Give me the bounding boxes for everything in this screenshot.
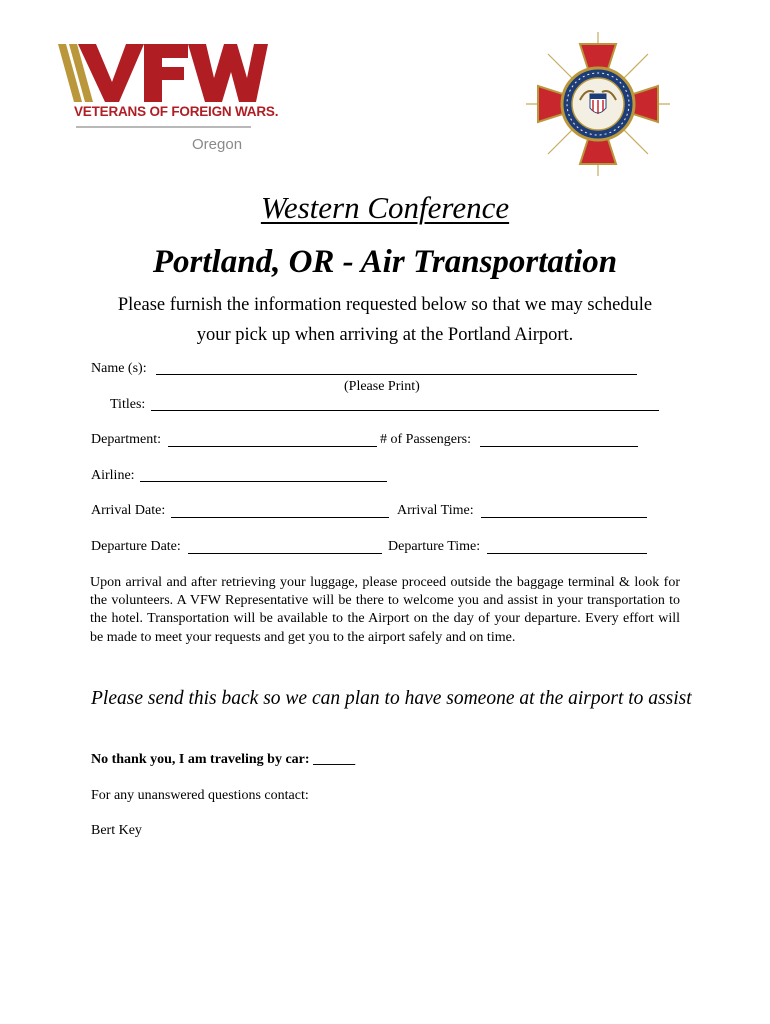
departure-time-field[interactable] <box>487 553 647 554</box>
titles-label: Titles: <box>110 397 146 412</box>
logo-subtitle: VETERANS OF FOREIGN WARS. <box>74 104 279 119</box>
return-request-text: Please send this back so we can plan to have someone at the airport to assist <box>91 688 692 709</box>
arrival-time-label: Arrival Time: <box>397 503 474 518</box>
name-field[interactable] <box>156 374 637 375</box>
airline-field[interactable] <box>140 481 387 482</box>
instructions-paragraph: Upon arrival and after retrieving your luggage, please proceed outside the baggage terminal & look for the volunteers. A VFW Representative will be there to welcome you and assist in your transportation to the hotel. Transportation will be available to the Airport on the day of your departure. Every effort will be made to meet your requests and get you to the airport safely and on time. <box>90 575 680 645</box>
vfw-auxiliary-emblem <box>524 30 672 178</box>
intro-line-1: Please furnish the information requested below so that we may schedule <box>117 295 653 315</box>
intro-line-2: your pick up when arriving at the Portland Airport. <box>196 325 574 345</box>
contact-label: For any unanswered questions contact: <box>91 788 309 803</box>
arrival-time-field[interactable] <box>481 517 647 518</box>
passengers-field[interactable] <box>480 446 638 447</box>
airline-label: Airline: <box>91 468 135 483</box>
department-field[interactable] <box>168 446 377 447</box>
intro-text <box>0 290 770 350</box>
arrival-date-label: Arrival Date: <box>91 503 166 518</box>
logo-state: Oregon <box>192 136 243 153</box>
page-subtitle: Portland, OR - Air Transportation <box>152 244 618 280</box>
car-option-label: No thank you, I am traveling by car: <box>91 752 310 767</box>
departure-date-label: Departure Date: <box>91 539 181 554</box>
logo-divider <box>76 126 251 128</box>
titles-field[interactable] <box>151 410 659 411</box>
name-hint: (Please Print) <box>344 379 420 394</box>
page-title: Western Conference <box>260 190 510 225</box>
car-option-blank[interactable]: ______ <box>313 752 356 767</box>
department-label: Department: <box>91 432 161 447</box>
contact-name: Bert Key <box>91 823 142 838</box>
passengers-label: # of Passengers: <box>380 432 471 447</box>
car-option <box>91 752 355 768</box>
arrival-date-field[interactable] <box>171 517 389 518</box>
departure-date-field[interactable] <box>188 553 382 554</box>
departure-time-label: Departure Time: <box>388 539 481 554</box>
name-label: Name (s): <box>91 361 147 376</box>
